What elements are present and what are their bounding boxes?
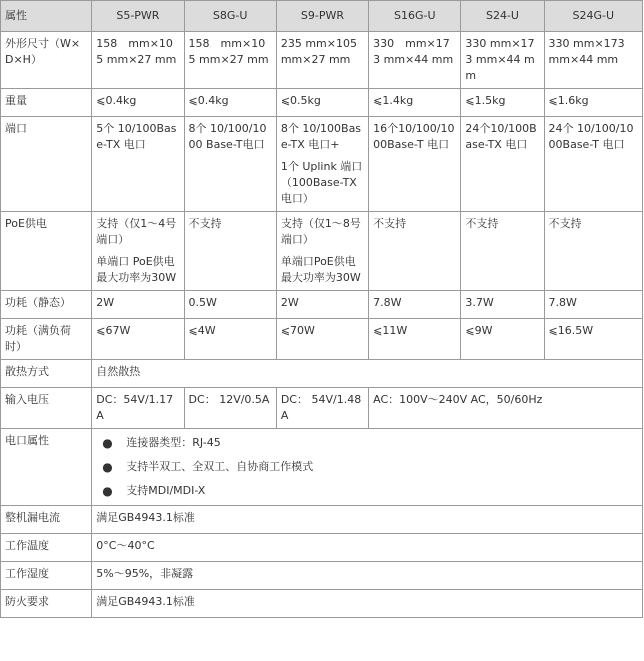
cell-value: 自然散热 — [92, 360, 643, 388]
cell-value: 7.8W — [369, 291, 461, 319]
row-ports — [1, 117, 643, 212]
header-row — [1, 1, 643, 32]
cell-value: ⩽67W — [92, 319, 184, 360]
cell-value: ⩽1.6kg — [544, 89, 642, 117]
cell-value — [92, 212, 184, 291]
list-item — [102, 435, 638, 451]
cell-value: ⩽1.4kg — [369, 89, 461, 117]
header-model-s8g-u: S8G-U — [184, 1, 276, 32]
cell-value: ⩽11W — [369, 319, 461, 360]
row-label: 整机漏电流 — [1, 506, 92, 534]
ports-s9-uplink: 1个 Uplink 端口（100Base-TX电口） — [280, 160, 363, 205]
cell-value: ⩽0.5kg — [276, 89, 368, 117]
ports-s9-main: 8个 10/100Base-TX 电口+ — [280, 122, 362, 151]
row-weight — [1, 89, 643, 117]
cell-value: ⩽4W — [184, 319, 276, 360]
row-temperature — [1, 534, 643, 562]
header-model-s9-pwr: S9-PWR — [276, 1, 368, 32]
row-label: 外形尺寸（W×D×H） — [1, 32, 92, 89]
cell-value: 3.7W — [461, 291, 544, 319]
row-fire — [1, 590, 643, 618]
cell-value: 235 mm×105 mm×27 mm — [276, 32, 368, 89]
header-model-s24-u: S24-U — [461, 1, 544, 32]
cell-value: 满足GB4943.1标准 — [92, 506, 643, 534]
electrical-port-list — [96, 435, 638, 499]
row-label: 电口属性 — [1, 429, 92, 506]
row-dimensions — [1, 32, 643, 89]
cell-value — [276, 212, 368, 291]
row-input-voltage — [1, 388, 643, 429]
header-model-s5-pwr: S5-PWR — [92, 1, 184, 32]
cell-value: 不支持 — [184, 212, 276, 291]
cell-value: 2W — [92, 291, 184, 319]
bullet-icon: ● — [102, 484, 113, 498]
cell-value: 330 mm×173 mm×44 mm — [461, 32, 544, 89]
cell-value: 158 mm×105 mm×27 mm — [184, 32, 276, 89]
list-item-text: 连接器类型：RJ-45 — [126, 436, 221, 449]
row-label: 工作温度 — [1, 534, 92, 562]
row-label: 端口 — [1, 117, 92, 212]
row-power-full — [1, 319, 643, 360]
row-label: PoE供电 — [1, 212, 92, 291]
bullet-icon: ● — [102, 460, 113, 474]
row-label: 防火要求 — [1, 590, 92, 618]
cell-value — [92, 429, 643, 506]
row-label: 功耗（静态） — [1, 291, 92, 319]
row-label: 功耗（满负荷时） — [1, 319, 92, 360]
header-model-s24g-u: S24G-U — [544, 1, 642, 32]
cell-value: ⩽70W — [276, 319, 368, 360]
poe-s5-support: 支持（仅1～4号端口） — [96, 217, 177, 246]
list-item — [102, 483, 638, 499]
poe-s9-support: 支持（仅1～8号端口） — [280, 217, 361, 246]
cell-value: 不支持 — [369, 212, 461, 291]
cell-value: DC：54V/1.17A — [92, 388, 184, 429]
cell-value: 不支持 — [544, 212, 642, 291]
poe-s5-max-power: 单端口 PoE供电最大功率为30W — [96, 255, 177, 284]
cell-value: 8个 10/100/1000 Base-T电口 — [184, 117, 276, 212]
row-label: 输入电压 — [1, 388, 92, 429]
cell-value: 满足GB4943.1标准 — [92, 590, 643, 618]
header-model-s16g-u: S16G-U — [369, 1, 461, 32]
cell-value: ⩽9W — [461, 319, 544, 360]
cell-value: 不支持 — [461, 212, 544, 291]
cell-value: 5%～95%，非凝露 — [92, 562, 643, 590]
row-power-static — [1, 291, 643, 319]
cell-value: AC：100V～240V AC，50/60Hz — [369, 388, 643, 429]
cell-value: 7.8W — [544, 291, 642, 319]
cell-value: ⩽0.4kg — [184, 89, 276, 117]
row-label: 重量 — [1, 89, 92, 117]
list-item-text: 支持半双工、全双工、自协商工作模式 — [126, 460, 314, 473]
cell-value: 24个 10/100/1000Base-T 电口 — [544, 117, 642, 212]
cell-value: DC： 12V/0.5A — [184, 388, 276, 429]
cell-value: 16个10/100/1000Base-T 电口 — [369, 117, 461, 212]
row-humidity — [1, 562, 643, 590]
row-electrical-port — [1, 429, 643, 506]
row-leakage — [1, 506, 643, 534]
header-attr: 属性 — [1, 1, 92, 32]
cell-value: ⩽0.4kg — [92, 89, 184, 117]
cell-value: 5个 10/100Base-TX 电口 — [92, 117, 184, 212]
cell-value: 158 mm×105 mm×27 mm — [92, 32, 184, 89]
row-label: 散热方式 — [1, 360, 92, 388]
row-poe — [1, 212, 643, 291]
bullet-icon: ● — [102, 436, 113, 450]
row-label: 工作湿度 — [1, 562, 92, 590]
list-item — [102, 459, 638, 475]
cell-value: 24个10/100Base-TX 电口 — [461, 117, 544, 212]
cell-value: ⩽16.5W — [544, 319, 642, 360]
cell-value: ⩽1.5kg — [461, 89, 544, 117]
cell-value: DC： 54V/1.48A — [276, 388, 368, 429]
row-cooling — [1, 360, 643, 388]
cell-value — [276, 117, 368, 212]
poe-s9-max-power: 单端口PoE供电最大功率为30W — [280, 255, 361, 284]
list-item-text: 支持MDI/MDI-X — [126, 484, 206, 497]
cell-value: 0.5W — [184, 291, 276, 319]
cell-value: 0°C～40°C — [92, 534, 643, 562]
cell-value: 330 mm×173 mm×44 mm — [369, 32, 461, 89]
cell-value: 2W — [276, 291, 368, 319]
cell-value: 330 mm×173 mm×44 mm — [544, 32, 642, 89]
